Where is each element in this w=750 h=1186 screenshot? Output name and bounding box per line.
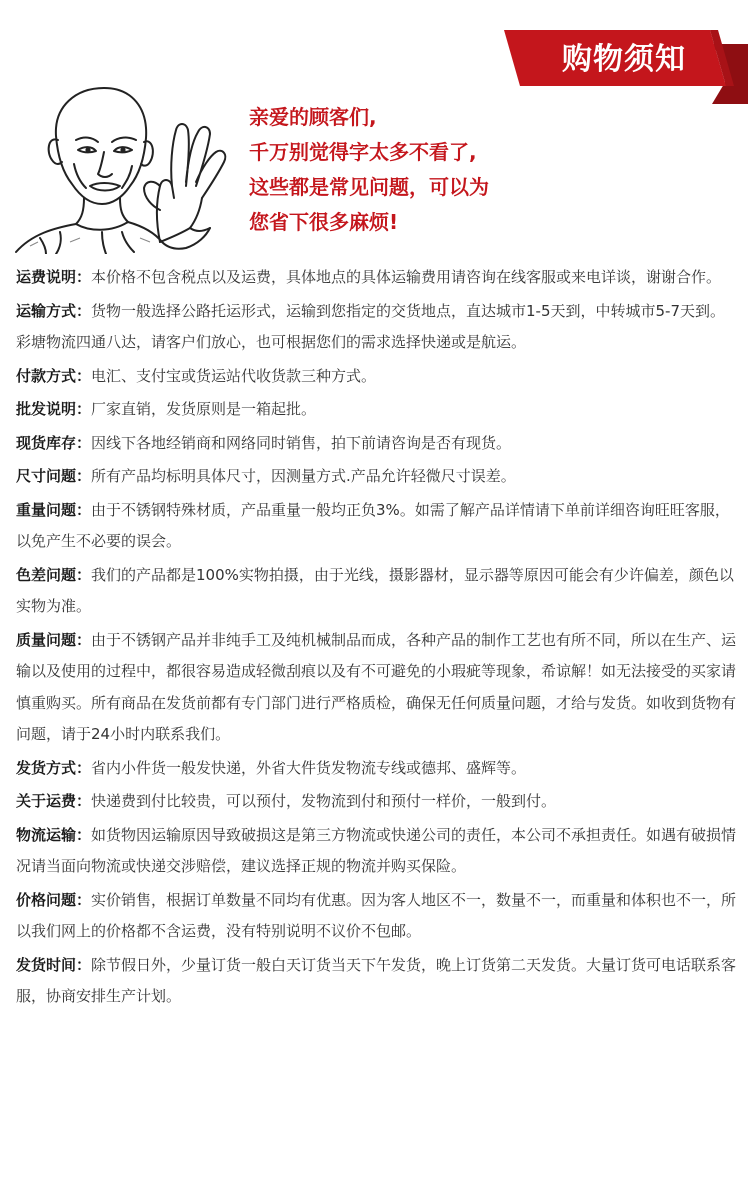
note-weight — [16, 495, 738, 558]
note-stock — [16, 428, 738, 460]
note-title: 现货库存： — [16, 433, 92, 452]
note-text: 由于不锈钢特殊材质，产品重量一般均正负3%。如需了解产品详情请下单前详细咨询旺旺客服，以免产生不必要的误会。 — [16, 500, 730, 550]
note-title: 物流运输： — [16, 825, 92, 844]
note-delivery-time — [16, 950, 738, 1013]
note-size — [16, 461, 738, 493]
banner-title: 购物须知 — [562, 42, 686, 77]
note-title: 批发说明： — [16, 400, 92, 418]
note-about-shipping — [16, 786, 738, 818]
note-text: 快递费到付比较贵，可以预付，发物流到付和预付一样价，一般到付。 — [91, 792, 557, 810]
note-quality — [16, 625, 738, 751]
note-title: 发货方式： — [16, 758, 92, 777]
notes-list — [16, 262, 738, 1015]
greeting-line: 亲爱的顾客们, — [249, 105, 377, 129]
note-text: 除节假日外，少量订货一般白天订货当天下午发货，晚上订货第二天发货。大量订货可电话联系客服，协商安排生产计划。 — [16, 955, 737, 1005]
note-title: 关于运费： — [16, 792, 92, 810]
note-text: 由于不锈钢产品并非纯手工及纯机械制品而成，各种产品的制作工艺也有所不同，所以在生产、运输以及使用的过程中，都很容易造成轻微刮痕以及有不可避免的小瑕疵等现象，希谅解！如无法接受的买家请慎重购买。所有商品在发货前都有专门部门进行严格质检，确保无任何质量问题，才给与发货。如收到货物有问题，请于24小时内联系我们。 — [16, 630, 737, 743]
note-title: 运费说明： — [16, 268, 92, 286]
note-title: 色差问题： — [16, 565, 92, 584]
note-transport-method — [16, 296, 738, 359]
banner — [504, 30, 750, 104]
note-text: 因线下各地经销商和网络同时销售，拍下前请咨询是否有现货。 — [91, 433, 512, 452]
note-text: 我们的产品都是100%实物拍摄，由于光线，摄影器材，显示器等原因可能会有少许偏差，颜色以实物为准。 — [16, 565, 734, 615]
bald-man-stop-gesture-icon — [10, 82, 232, 254]
note-price — [16, 885, 738, 948]
greeting-line: 千万别觉得字太多不看了, — [249, 140, 477, 164]
greeting-message — [249, 100, 489, 240]
greeting-line: 您省下很多麻烦! — [249, 210, 399, 234]
note-color-difference — [16, 560, 738, 623]
note-title: 尺寸问题： — [16, 467, 92, 485]
note-payment-method — [16, 361, 738, 393]
note-delivery-method — [16, 753, 738, 785]
note-text: 实价销售，根据订单数量不同均有优惠。因为客人地区不一，数量不一，而重量和体积也不一，所以我们网上的价格都不含运费，没有特别说明不议价不包邮。 — [16, 890, 737, 940]
note-text: 货物一般选择公路托运形式，运输到您指定的交货地点，直达城市1-5天到，中转城市5-7天到。彩塘物流四通八达，请客户们放心，也可根据您们的需求选择快递或是航运。 — [16, 301, 726, 351]
note-title: 重量问题： — [16, 500, 92, 519]
note-title: 质量问题： — [16, 630, 92, 649]
note-text: 省内小件货一般发快递，外省大件货发物流专线或德邦、盛辉等。 — [91, 758, 527, 777]
note-logistics — [16, 820, 738, 883]
note-title: 发货时间： — [16, 955, 92, 974]
note-wholesale — [16, 394, 738, 426]
note-text: 厂家直销，发货原则是一箱起批。 — [91, 400, 317, 418]
note-text: 如货物因运输原因导致破损这是第三方物流或快递公司的责任，本公司不承担责任。如遇有破损情况请当面向物流或快递交涉赔偿，建议选择正规的物流并购买保险。 — [16, 825, 737, 875]
note-text: 电汇、支付宝或货运站代收货款三种方式。 — [91, 366, 377, 385]
note-text: 本价格不包含税点以及运费，具体地点的具体运输费用请咨询在线客服或来电详谈，谢谢合作。 — [91, 268, 722, 286]
note-text: 所有产品均标明具体尺寸，因测量方式.产品允许轻微尺寸误差。 — [91, 467, 516, 485]
note-shipping-fee — [16, 262, 738, 294]
note-title: 价格问题： — [16, 890, 92, 909]
bald-man-illustration — [10, 82, 232, 254]
note-title: 付款方式： — [16, 366, 92, 385]
greeting-line: 这些都是常见问题，可以为 — [249, 175, 489, 199]
note-title: 运输方式： — [16, 301, 92, 320]
